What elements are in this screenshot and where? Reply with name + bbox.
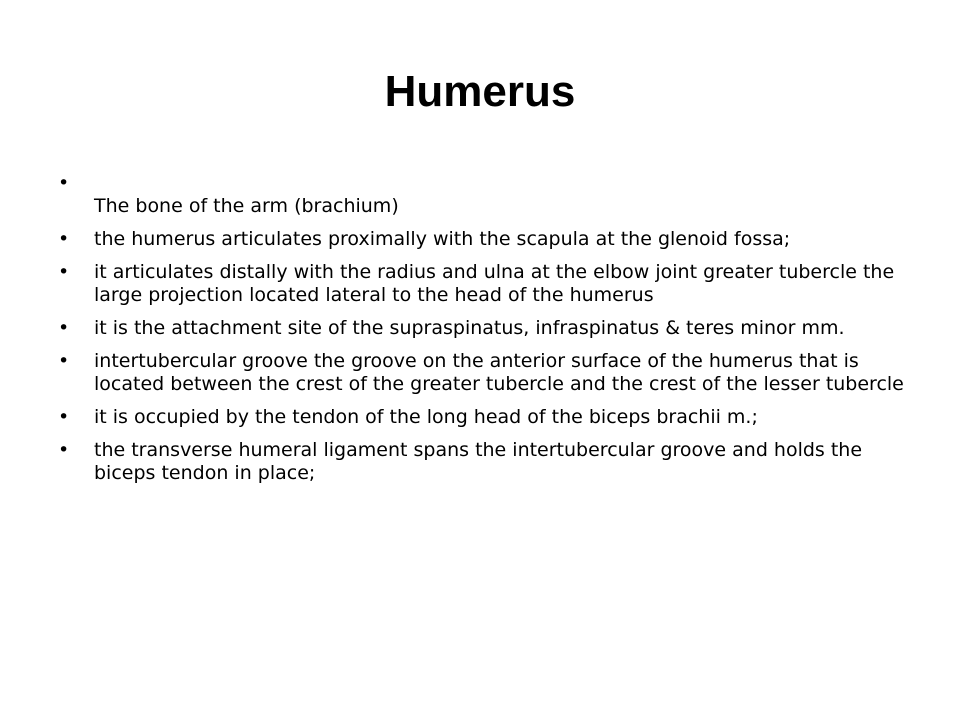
bullet-text: The bone of the arm (brachium): [94, 195, 399, 217]
bullet-text: it articulates distally with the radius and ulna at the elbow joint greater tubercle the large projection located lateral to the head of the humerus: [94, 261, 895, 306]
bullet-item: [58, 439, 908, 485]
bullet-text: intertubercular groove the groove on the anterior surface of the humerus that is located between the crest of the greater tubercle and the crest of the lesser tubercle: [94, 350, 904, 395]
bullet-item: [58, 406, 908, 429]
bullet-item: [58, 261, 908, 307]
bullet-item: [58, 228, 908, 251]
bullet-dot-icon: •: [58, 439, 70, 461]
bullet-text: the transverse humeral ligament spans the intertubercular groove and holds the biceps tendon in place;: [94, 439, 863, 484]
bullet-item: [58, 350, 908, 396]
slide-title: Humerus: [384, 67, 576, 116]
bullet-dot-icon: •: [58, 172, 70, 194]
bullet-item: [58, 317, 908, 340]
bullet-dot-icon: •: [58, 350, 70, 372]
bullet-dot-icon: •: [58, 406, 70, 428]
bullet-dot-icon: •: [58, 228, 70, 250]
bullet-item: [58, 172, 908, 218]
bullet-text: it is the attachment site of the supraspinatus, infraspinatus & teres minor mm.: [94, 317, 845, 339]
bullet-dot-icon: •: [58, 317, 70, 339]
bullet-dot-icon: •: [58, 261, 70, 283]
bullet-list: [58, 172, 908, 495]
bullet-text: the humerus articulates proximally with the scapula at the glenoid fossa;: [94, 228, 791, 250]
bullet-text: it is occupied by the tendon of the long head of the biceps brachii m.;: [94, 406, 758, 428]
